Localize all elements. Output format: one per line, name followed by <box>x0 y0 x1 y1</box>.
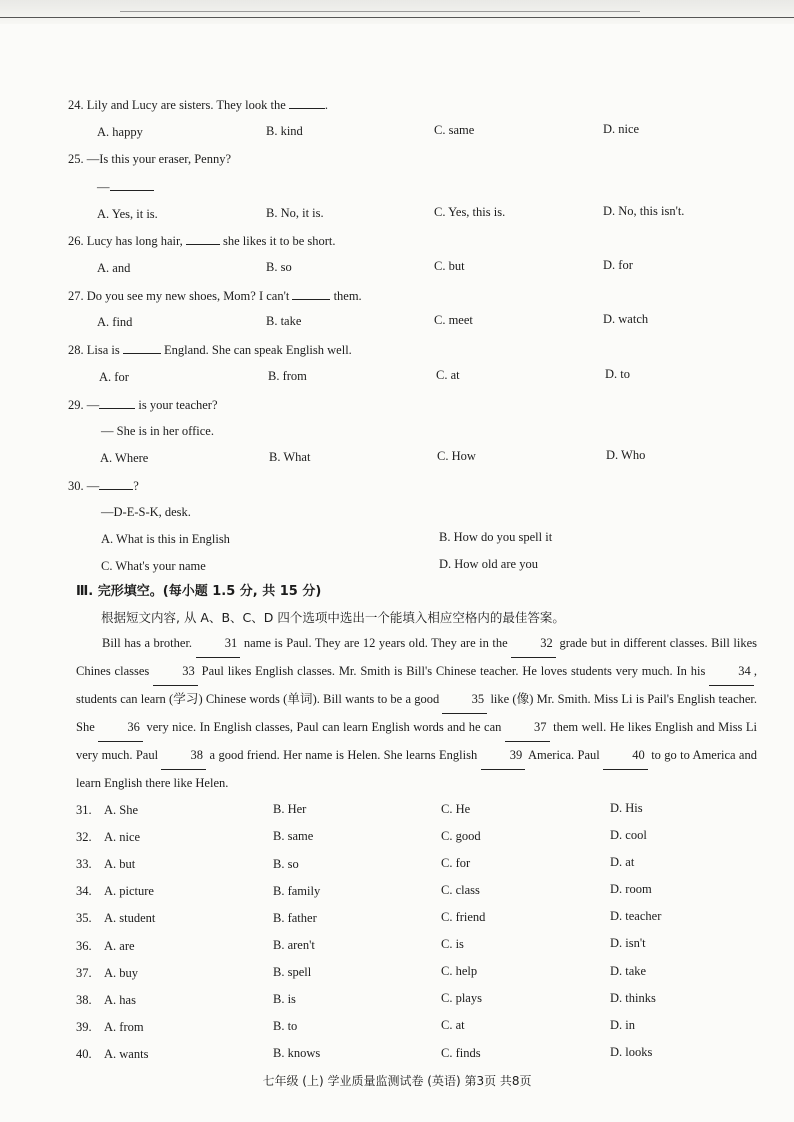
cloze-option[interactable]: A. has <box>104 992 136 1007</box>
question-stem: Do you see my new shoes, Mom? I can't <box>86 289 290 303</box>
cloze-blank[interactable]: 31 <box>196 630 241 658</box>
option[interactable]: D. Who <box>606 448 646 462</box>
passage-text: them well. He likes English and Miss Li very much. Paul <box>76 720 758 762</box>
question-26 <box>68 232 336 249</box>
cloze-question-number: 34. <box>76 884 92 899</box>
cloze-option[interactable]: D. take <box>610 963 647 978</box>
option[interactable]: C. but <box>434 259 465 273</box>
option[interactable]: A. for <box>99 370 129 384</box>
option[interactable]: B. How do you spell it <box>439 530 553 544</box>
option[interactable]: D. How old are you <box>439 557 538 571</box>
question-stem: Lisa is <box>86 343 120 357</box>
cloze-option[interactable]: D. thinks <box>610 990 656 1005</box>
question-number: 24. <box>68 98 84 112</box>
question-stem: — <box>86 398 100 412</box>
cloze-option[interactable]: D. looks <box>610 1044 653 1059</box>
passage-text: to go to America and learn English there like Helen. <box>76 748 757 790</box>
cloze-option[interactable]: C. plays <box>441 991 482 1006</box>
question-stem: — <box>86 479 100 493</box>
cloze-blank[interactable]: 34 <box>709 658 754 686</box>
question-stem-end: . <box>324 98 329 112</box>
question-number: 26. <box>68 234 84 248</box>
cloze-option[interactable]: A. student <box>104 911 156 926</box>
question-number: 25. <box>68 152 84 166</box>
cloze-question-number: 32. <box>76 830 92 845</box>
option[interactable]: A. and <box>97 261 131 275</box>
question-27 <box>68 287 362 304</box>
cloze-question-number: 39. <box>76 1019 92 1034</box>
cloze-option[interactable]: D. isn't <box>610 936 646 951</box>
cloze-option[interactable]: B. father <box>273 910 317 925</box>
question-stem-end: ? <box>133 479 139 493</box>
cloze-option[interactable]: B. Her <box>273 802 307 817</box>
cloze-option[interactable]: B. so <box>273 856 299 871</box>
page-footer: 七年级 (上) 学业质量监测试卷 (英语) 第3页 共8页 <box>262 1074 532 1088</box>
passage-text: grade but in different classes. Bill likes Chines classes <box>76 636 757 678</box>
cloze-option[interactable]: B. is <box>273 992 296 1006</box>
cloze-blank[interactable]: 32 <box>511 630 556 658</box>
cloze-option[interactable]: A. but <box>104 857 136 872</box>
answer-blank[interactable] <box>99 477 133 490</box>
question-number: 28. <box>68 343 84 357</box>
passage-text: America. Paul <box>525 748 604 762</box>
question-29 <box>68 396 218 413</box>
question-number: 29. <box>68 398 84 412</box>
passage-text: , students can learn (学习) Chinese words (单词). Bill wants to be a good <box>76 664 758 706</box>
option[interactable]: D. nice <box>603 122 640 136</box>
option[interactable]: A. Where <box>100 451 149 465</box>
cloze-question-number: 40. <box>76 1046 92 1061</box>
answer-blank[interactable] <box>110 178 154 191</box>
question-stem: Lucy has long hair, <box>86 234 183 248</box>
cloze-option[interactable]: C. finds <box>441 1045 481 1060</box>
cloze-option[interactable]: C. friend <box>441 910 486 924</box>
cloze-option[interactable]: B. knows <box>273 1046 321 1061</box>
answer-blank[interactable] <box>123 341 161 354</box>
question-stem-end: England. She can speak English well. <box>163 343 352 357</box>
cloze-question-number: 35. <box>76 911 92 926</box>
cloze-option[interactable]: D. room <box>610 882 652 897</box>
question-stem-end: is your teacher? <box>138 398 218 412</box>
question-30 <box>68 477 139 494</box>
cloze-option[interactable]: C. good <box>441 828 481 843</box>
section-instruction: 根据短文内容, 从 A、B、C、D 四个选项中选出一个能填入相应空格内的最佳答案。 <box>101 610 565 625</box>
cloze-option[interactable]: B. to <box>273 1019 298 1034</box>
question-28 <box>68 341 352 358</box>
option[interactable]: B. from <box>268 369 307 383</box>
cloze-blank[interactable]: 36 <box>98 714 143 742</box>
option[interactable]: A. What is this in English <box>101 532 230 546</box>
cloze-option[interactable]: A. wants <box>104 1046 149 1061</box>
option[interactable]: C. What's your name <box>101 559 206 573</box>
cloze-option[interactable]: D. at <box>610 855 635 870</box>
question-30-reply: —D-E-S-K, desk. <box>101 505 191 519</box>
question-stem-end: she likes it to be short. <box>223 234 336 248</box>
passage-text: name is Paul. They are 12 years old. They are in the <box>240 636 512 650</box>
option[interactable]: B. so <box>266 260 292 274</box>
passage-text: very nice. In English classes, Paul can learn English words and he can <box>143 720 505 734</box>
option[interactable]: A. happy <box>97 125 143 139</box>
question-stem: Lily and Lucy are sisters. They look the <box>86 98 286 112</box>
option[interactable]: D. watch <box>603 312 649 326</box>
question-24 <box>68 96 328 113</box>
question-25 <box>68 151 231 167</box>
option[interactable]: D. to <box>605 367 630 381</box>
cloze-option[interactable]: B. family <box>273 883 321 898</box>
cloze-option[interactable]: D. teacher <box>610 909 662 924</box>
cloze-option[interactable]: D. in <box>610 1017 635 1032</box>
option[interactable]: C. How <box>437 449 476 463</box>
cloze-option[interactable]: C. for <box>441 855 471 870</box>
cloze-blank[interactable]: 35 <box>442 686 487 714</box>
cloze-option[interactable]: C. help <box>441 964 478 979</box>
option[interactable]: B. No, it is. <box>266 206 324 220</box>
option[interactable]: C. Yes, this is. <box>434 205 506 219</box>
option[interactable]: A. Yes, it is. <box>97 207 158 221</box>
passage-text: a good friend. Her name is Helen. She learns English <box>206 748 481 762</box>
section-title: Ⅲ. 完形填空。(每小题 1.5 分, 共 15 分) <box>76 584 322 599</box>
cloze-option[interactable]: A. nice <box>104 830 141 845</box>
option[interactable]: D. No, this isn't. <box>603 204 685 218</box>
option[interactable]: B. What <box>269 450 311 464</box>
question-number: 27. <box>68 289 84 303</box>
cloze-option[interactable]: A. are <box>104 938 135 953</box>
answer-blank[interactable] <box>99 396 135 409</box>
cloze-option[interactable]: C. at <box>441 1018 465 1033</box>
cloze-option[interactable]: C. He <box>441 801 471 816</box>
passage-text: Bill has a brother. <box>102 636 196 650</box>
option[interactable]: A. find <box>97 315 133 329</box>
cloze-blank[interactable]: 39 <box>481 742 526 770</box>
cloze-blank[interactable]: 37 <box>505 714 550 742</box>
answer-blank[interactable] <box>289 96 325 109</box>
option[interactable]: B. kind <box>266 124 303 138</box>
cloze-option[interactable]: B. same <box>273 829 314 844</box>
option[interactable]: C. meet <box>434 313 473 327</box>
option[interactable]: B. take <box>266 314 302 328</box>
cloze-option[interactable]: B. spell <box>273 964 312 979</box>
cloze-blank[interactable]: 33 <box>153 658 198 686</box>
cloze-question-number: 33. <box>76 857 92 872</box>
cloze-option[interactable]: A. picture <box>104 884 154 899</box>
cloze-option[interactable]: D. His <box>610 800 643 815</box>
cloze-question-number: 36. <box>76 938 92 953</box>
cloze-question-number: 38. <box>76 992 92 1007</box>
cloze-question-number: 37. <box>76 965 92 980</box>
cloze-blank[interactable]: 38 <box>161 742 206 770</box>
cloze-option[interactable]: C. class <box>441 882 480 897</box>
cloze-option[interactable]: A. from <box>104 1019 144 1034</box>
cloze-option[interactable]: A. buy <box>104 965 139 980</box>
question-29-reply: — She is in her office. <box>101 424 214 438</box>
answer-blank[interactable] <box>292 287 330 300</box>
question-stem: —Is this your eraser, Penny? <box>86 152 232 166</box>
cloze-option[interactable]: A. She <box>104 803 139 817</box>
cloze-option[interactable]: B. aren't <box>273 937 315 952</box>
cloze-question-number: 31. <box>76 803 92 817</box>
question-25-reply: — <box>97 178 154 195</box>
cloze-blank[interactable]: 40 <box>603 742 648 770</box>
option[interactable]: D. for <box>603 258 633 272</box>
cloze-passage <box>76 630 757 797</box>
option[interactable]: C. at <box>436 368 460 382</box>
cloze-option[interactable]: D. cool <box>610 828 647 842</box>
cloze-option[interactable]: C. is <box>441 937 464 952</box>
passage-text: like (像) Mr. Smith. Miss Li is Pail's English teacher. She <box>76 692 758 734</box>
question-stem-end: them. <box>333 289 362 303</box>
answer-blank[interactable] <box>186 232 220 245</box>
question-number: 30. <box>68 479 84 493</box>
passage-text: Paul likes English classes. Mr. Smith is Bill's Chinese teacher. He loves students very much. In his <box>197 664 710 678</box>
option[interactable]: C. same <box>434 123 475 137</box>
